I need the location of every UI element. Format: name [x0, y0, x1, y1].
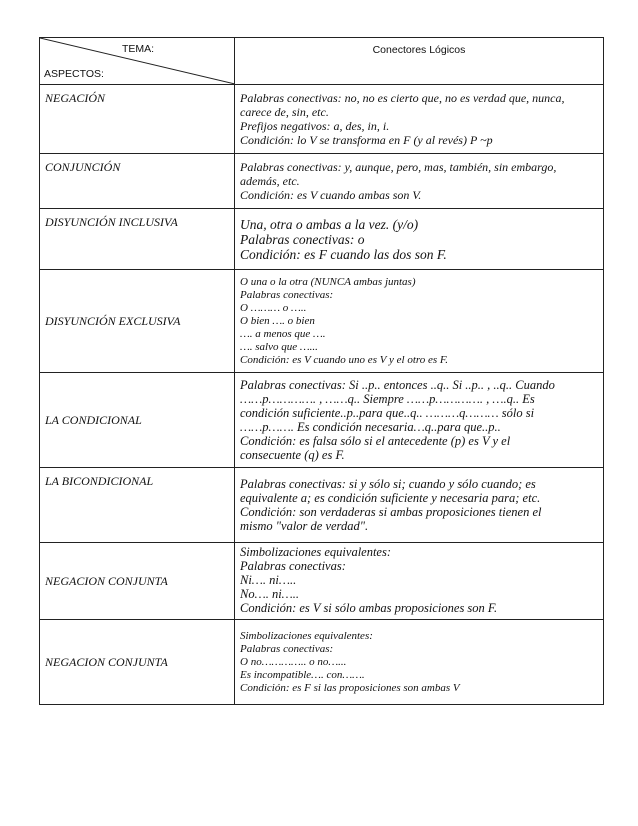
- content-line: Simbolizaciones equivalentes:: [240, 545, 392, 559]
- row-label: CONJUNCIÓN: [40, 154, 235, 209]
- row-content: [235, 620, 604, 705]
- row-content: [235, 85, 604, 154]
- content-line: Condición: es falsa sólo si el antecedente (p) es V y el: [240, 434, 511, 448]
- row-label: DISYUNCIÓN INCLUSIVA: [40, 209, 235, 270]
- table-row: [40, 543, 604, 620]
- content-line: Palabras conectivas: si y sólo si; cuando y sólo cuando; es: [240, 477, 536, 491]
- table-row: [40, 154, 604, 209]
- aspectos-label: ASPECTOS:: [44, 68, 104, 80]
- content-line: Condición: lo V se transforma en F (y al revés) P ~p: [240, 133, 493, 147]
- row-label: NEGACION CONJUNTA: [40, 543, 235, 620]
- row-content: [235, 154, 604, 209]
- header-corner-cell: [40, 38, 235, 85]
- content-line: Condición: es V si sólo ambas proposiciones son F.: [240, 601, 498, 615]
- table-row: [40, 373, 604, 468]
- row-content: [235, 373, 604, 468]
- content-line: O una o la otra (NUNCA ambas juntas): [240, 275, 416, 288]
- content-line: Palabras conectivas: no, no es cierto que, no es verdad que, nunca,: [240, 91, 565, 105]
- content-line: …. salvo que …...: [240, 340, 318, 353]
- content-line: Palabras conectivas: y, aunque, pero, mas, también, sin embargo,: [240, 160, 557, 174]
- content-line: mismo "valor de verdad".: [240, 519, 369, 533]
- content-line: Una, otra o ambas a la vez. (y/o): [240, 216, 419, 232]
- row-content: [235, 270, 604, 373]
- content-line: Prefijos negativos: a, des, in, i.: [240, 119, 390, 133]
- row-content: [235, 468, 604, 543]
- row-content: [235, 209, 604, 270]
- content-line: Es incompatible…. con…….: [240, 668, 365, 681]
- content-line: Condición: es V cuando ambas son V.: [240, 188, 422, 202]
- content-line: Palabras conectivas:: [240, 288, 334, 301]
- content-line: Palabras conectivas: o: [240, 231, 365, 247]
- row-label: NEGACION CONJUNTA: [40, 620, 235, 705]
- content-line: Simbolizaciones equivalentes:: [240, 629, 373, 642]
- content-line: Palabras conectivas: Si ..p.. entonces ..q.. Si ..p.. , ..q.. Cuando: [240, 378, 555, 392]
- content-line: No…. ni…..: [240, 587, 300, 601]
- logic-connectors-table: [39, 37, 604, 705]
- tema-label: TEMA:: [122, 43, 155, 55]
- content-line: Palabras conectivas:: [240, 559, 346, 573]
- content-line: carece de, sin, etc.: [240, 105, 329, 119]
- content-line: además, etc.: [240, 174, 300, 188]
- content-line: Condición: es F cuando las dos son F.: [240, 246, 447, 262]
- row-content: [235, 543, 604, 620]
- row-label: LA CONDICIONAL: [40, 373, 235, 468]
- content-line: O bien …. o bien: [240, 314, 315, 327]
- content-line: equivalente a; es condición suficiente y necesaria para; etc.: [240, 491, 541, 505]
- row-label: LA BICONDICIONAL: [40, 468, 235, 543]
- content-line: Condición: es F si las proposiciones son ambas V: [240, 681, 460, 694]
- content-line: ……p……. Es condición necesaria…q..para que..p..: [240, 420, 501, 434]
- table-row: [40, 468, 604, 543]
- content-line: consecuente (q) es F.: [240, 448, 345, 462]
- table-row: [40, 85, 604, 154]
- content-line: ……p…………. , ……q.. Siempre ……p…………. , ….q.. Es: [240, 392, 535, 406]
- column-title: Conectores Lógicos: [235, 38, 604, 85]
- header-row: [40, 38, 604, 85]
- table-row: [40, 209, 604, 270]
- content-line: Condición: son verdaderas si ambas proposiciones tienen el: [240, 505, 542, 519]
- content-line: Palabras conectivas:: [240, 642, 334, 655]
- table-row: [40, 620, 604, 705]
- content-line: Ni…. ni…..: [240, 573, 297, 587]
- row-label: DISYUNCIÓN EXCLUSIVA: [40, 270, 235, 373]
- table-row: [40, 270, 604, 373]
- content-line: O ……… o …..: [240, 301, 307, 314]
- content-line: Condición: es V cuando uno es V y el otro es F.: [240, 353, 448, 366]
- content-line: O no………….. o no…...: [240, 655, 347, 668]
- content-line: condición suficiente..p..para que..q.. ………q……… sólo si: [240, 406, 535, 420]
- row-label: NEGACIÓN: [40, 85, 235, 154]
- content-line: …. a menos que ….: [240, 327, 326, 340]
